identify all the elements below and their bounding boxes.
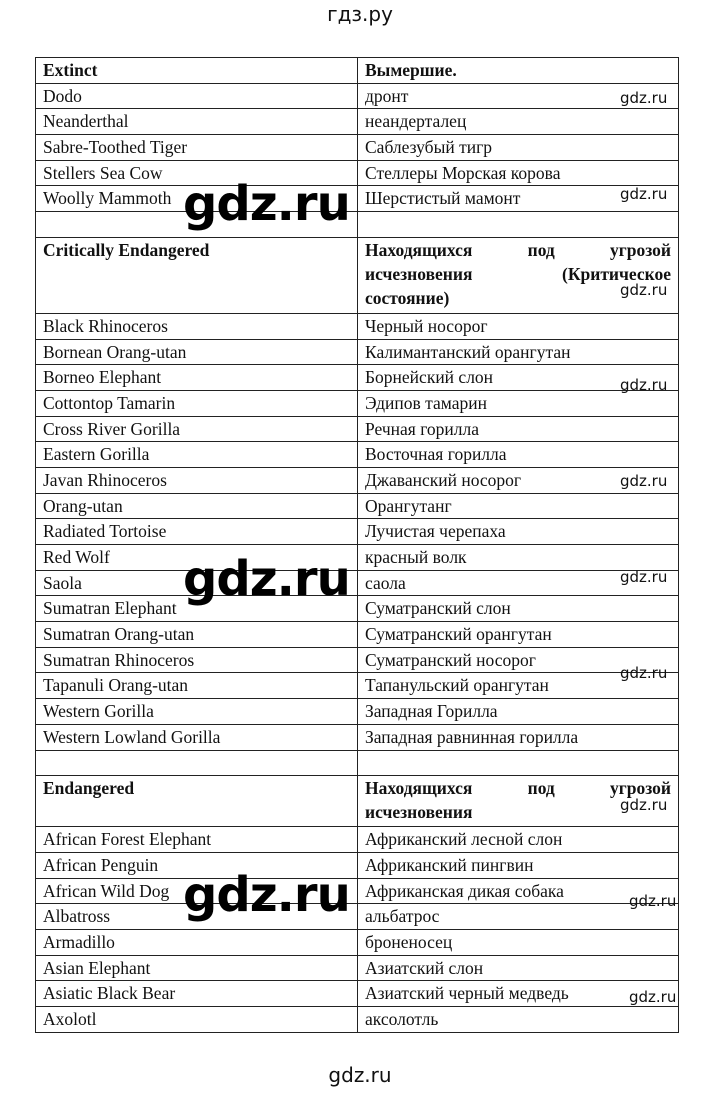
ru-cell: Лучистая черепаха xyxy=(358,519,679,545)
table-row xyxy=(36,929,679,955)
ru-cell: Тапанульский орангутан xyxy=(358,673,679,699)
ru-cell: Орангутанг xyxy=(358,493,679,519)
table-row xyxy=(36,647,679,673)
watermark-small: gdz.ru xyxy=(620,796,668,814)
ru-cell: Стеллеры Морская корова xyxy=(358,160,679,186)
section-heading-row xyxy=(36,58,679,84)
ru-cell: Шерстистый мамонт xyxy=(358,186,679,212)
en-cell: Western Gorilla xyxy=(36,699,358,725)
en-cell: Eastern Gorilla xyxy=(36,442,358,468)
heading-en-cell: Critically Endangered xyxy=(36,237,358,313)
ru-cell: дронт xyxy=(358,83,679,109)
table-row xyxy=(36,390,679,416)
table-row xyxy=(36,416,679,442)
en-cell: African Penguin xyxy=(36,852,358,878)
section-heading-row xyxy=(36,776,679,827)
table-row xyxy=(36,313,679,339)
en-cell: African Forest Elephant xyxy=(36,827,358,853)
page-footer: gdz.ru xyxy=(328,1063,392,1087)
watermark-small: gdz.ru xyxy=(620,89,668,107)
en-cell: Sumatran Rhinoceros xyxy=(36,647,358,673)
ru-cell: Борнейский слон xyxy=(358,365,679,391)
table-row xyxy=(36,493,679,519)
table-row xyxy=(36,83,679,109)
en-cell: Red Wolf xyxy=(36,545,358,571)
ru-cell: Восточная горилла xyxy=(358,442,679,468)
ru-cell: Африканская дикая собака xyxy=(358,878,679,904)
section-heading-row xyxy=(36,237,679,313)
empty-cell xyxy=(358,750,679,776)
table-row xyxy=(36,442,679,468)
table-row xyxy=(36,878,679,904)
ru-cell: аксолотль xyxy=(358,1007,679,1033)
ru-cell: Суматранский носорог xyxy=(358,647,679,673)
en-cell: Axolotl xyxy=(36,1007,358,1033)
watermark-small: gdz.ru xyxy=(620,281,668,299)
table-row xyxy=(36,467,679,493)
en-cell: Armadillo xyxy=(36,929,358,955)
en-cell: Asian Elephant xyxy=(36,955,358,981)
table-row xyxy=(36,135,679,161)
species-table xyxy=(35,57,679,1033)
watermark-small: gdz.ru xyxy=(629,988,677,1006)
table-row xyxy=(36,186,679,212)
watermark-small: gdz.ru xyxy=(620,664,668,682)
en-cell: Saola xyxy=(36,570,358,596)
heading-en-cell: Endangered xyxy=(36,776,358,827)
table-row xyxy=(36,519,679,545)
watermark-small: gdz.ru xyxy=(620,472,668,490)
table-row xyxy=(36,596,679,622)
table-row xyxy=(36,827,679,853)
table-row xyxy=(36,339,679,365)
ru-cell: Африканский пингвин xyxy=(358,852,679,878)
empty-cell xyxy=(36,750,358,776)
watermark-large: gdz.ru xyxy=(183,176,350,232)
en-cell: Radiated Tortoise xyxy=(36,519,358,545)
en-cell: Bornean Orang-utan xyxy=(36,339,358,365)
ru-cell: Черный носорог xyxy=(358,313,679,339)
ru-cell: Западная равнинная горилла xyxy=(358,724,679,750)
ru-cell: Западная Горилла xyxy=(358,699,679,725)
ru-cell: Суматранский орангутан xyxy=(358,622,679,648)
ru-cell: Азиатский слон xyxy=(358,955,679,981)
table-row xyxy=(36,1007,679,1033)
table-row xyxy=(36,699,679,725)
table-row xyxy=(36,673,679,699)
page-header: гдз.ру xyxy=(327,2,393,26)
en-cell: Western Lowland Gorilla xyxy=(36,724,358,750)
watermark-small: gdz.ru xyxy=(620,376,668,394)
ru-cell: Калимантанский орангутан xyxy=(358,339,679,365)
en-cell: Neanderthal xyxy=(36,109,358,135)
en-cell: Sumatran Elephant xyxy=(36,596,358,622)
ru-cell: броненосец xyxy=(358,929,679,955)
watermark-small: gdz.ru xyxy=(620,185,668,203)
ru-cell: Джаванский носорог xyxy=(358,467,679,493)
en-cell: African Wild Dog xyxy=(36,878,358,904)
empty-cell xyxy=(358,212,679,238)
en-cell: Cottontop Tamarin xyxy=(36,390,358,416)
ru-cell: Суматранский слон xyxy=(358,596,679,622)
en-cell: Stellers Sea Cow xyxy=(36,160,358,186)
ru-cell: Эдипов тамарин xyxy=(358,390,679,416)
ru-cell: Речная горилла xyxy=(358,416,679,442)
empty-row xyxy=(36,750,679,776)
table-row xyxy=(36,724,679,750)
ru-cell: Африканский лесной слон xyxy=(358,827,679,853)
table-row xyxy=(36,545,679,571)
en-cell: Borneo Elephant xyxy=(36,365,358,391)
table-row xyxy=(36,981,679,1007)
heading-ru-cell: Вымершие. xyxy=(358,58,679,84)
en-cell: Asiatic Black Bear xyxy=(36,981,358,1007)
watermark-large: gdz.ru xyxy=(183,867,350,923)
heading-ru-cell: Находящихся под угрозой исчезновения xyxy=(358,776,679,827)
en-cell: Cross River Gorilla xyxy=(36,416,358,442)
table-row xyxy=(36,852,679,878)
en-cell: Dodo xyxy=(36,83,358,109)
table-row xyxy=(36,622,679,648)
table-row xyxy=(36,955,679,981)
ru-cell: саола xyxy=(358,570,679,596)
en-cell: Sumatran Orang-utan xyxy=(36,622,358,648)
empty-row xyxy=(36,212,679,238)
heading-en-cell: Extinct xyxy=(36,58,358,84)
watermark-large: gdz.ru xyxy=(183,551,350,607)
en-cell: Albatross xyxy=(36,904,358,930)
table-row xyxy=(36,570,679,596)
watermark-small: gdz.ru xyxy=(629,892,677,910)
en-cell: Black Rhinoceros xyxy=(36,313,358,339)
table-row xyxy=(36,904,679,930)
ru-cell: красный волк xyxy=(358,545,679,571)
watermark-small: gdz.ru xyxy=(620,568,668,586)
en-cell: Tapanuli Orang-utan xyxy=(36,673,358,699)
en-cell: Javan Rhinoceros xyxy=(36,467,358,493)
ru-cell: неандерталец xyxy=(358,109,679,135)
ru-cell: Саблезубый тигр xyxy=(358,135,679,161)
en-cell: Woolly Mammoth xyxy=(36,186,358,212)
table-row xyxy=(36,160,679,186)
table-row xyxy=(36,365,679,391)
ru-cell: альбатрос xyxy=(358,904,679,930)
ru-cell: Азиатский черный медведь xyxy=(358,981,679,1007)
en-cell: Orang-utan xyxy=(36,493,358,519)
heading-ru-cell: Находящихся под угрозой исчезновения (Критическое состояние) xyxy=(358,237,679,313)
table-row xyxy=(36,109,679,135)
en-cell: Sabre-Toothed Tiger xyxy=(36,135,358,161)
